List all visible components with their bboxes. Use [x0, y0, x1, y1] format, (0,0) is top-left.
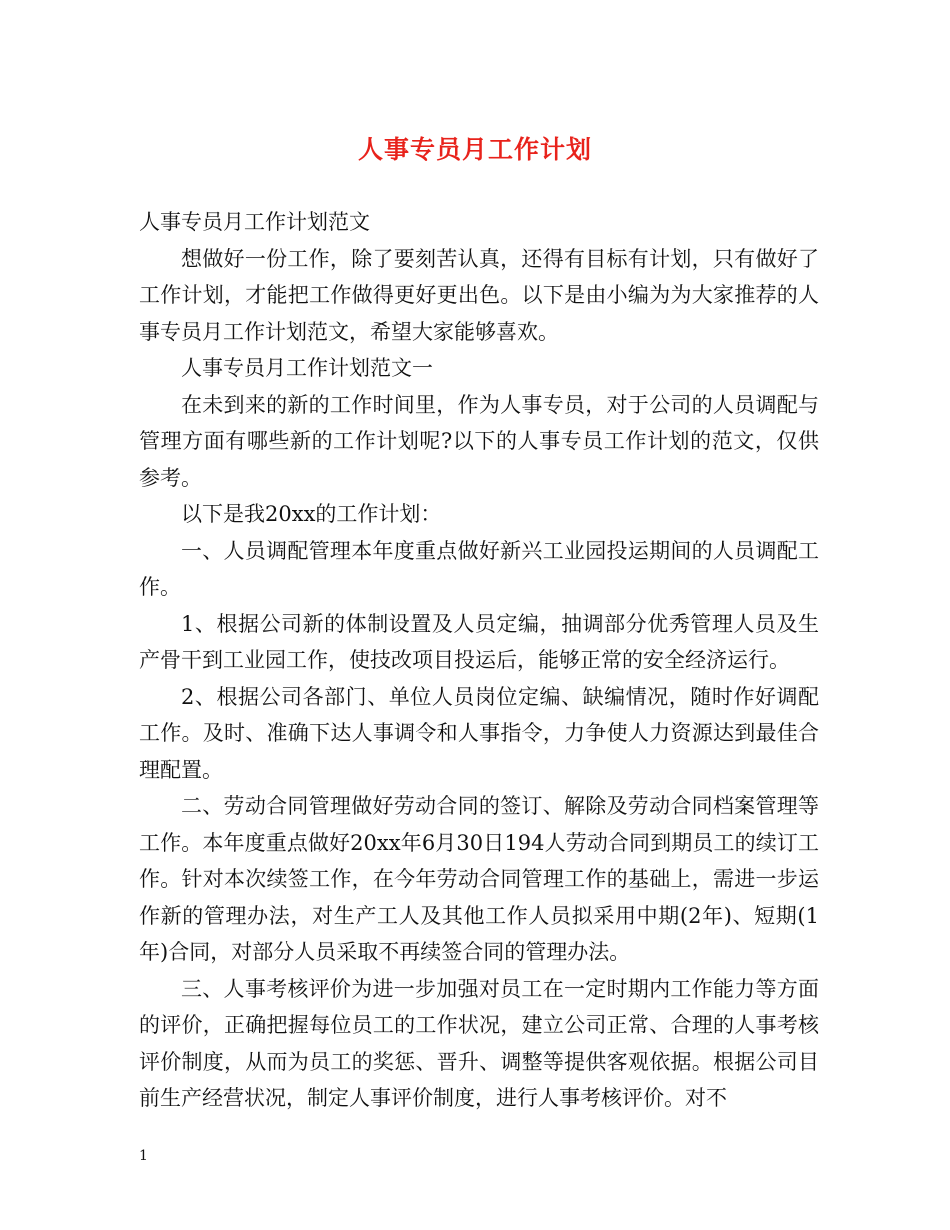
paragraph: 三、人事考核评价为进一步加强对员工在一定时期内工作能力等方面的评价，正确把握每位员工的工作状况，建立公司正常、合理的人事考核评价制度，从而为员工的奖惩、晋升、调整等提供客观依据。根据公司目前生产经营状况，制定人事评价制度，进行人事考核评价。对不 — [139, 976, 819, 1110]
page-number: 1 — [139, 1148, 148, 1164]
paragraph: 一、人员调配管理本年度重点做好新兴工业园投运期间的人员调配工作。 — [139, 538, 819, 599]
paragraph: 以下是我20xx的工作计划： — [181, 502, 442, 526]
paragraph: 二、劳动合同管理做好劳动合同的签订、解除及劳动合同档案管理等工作。本年度重点做好20xx年6月30日194人劳动合同到期员工的续订工作。针对本次续签工作，在今年劳动合同管理工作的基础上，需进一步运作新的管理办法，对生产工人及其他工作人员拟采用中期(2年)、短期(1年)合同，对部分人员采取不再续签合同的管理办法。 — [139, 794, 819, 964]
paragraph: 想做好一份工作，除了要刻苦认真，还得有目标有计划，只有做好了工作计划，才能把工作做得更好更出色。以下是由小编为为大家推荐的人事专员月工作计划范文，希望大家能够喜欢。 — [139, 246, 819, 344]
paragraph: 人事专员月工作计划范文 — [139, 210, 370, 234]
document-body — [139, 204, 819, 1117]
paragraph: 1、根据公司新的体制设置及人员定编，抽调部分优秀管理人员及生产骨干到工业园工作，使技改项目投运后，能够正常的安全经济运行。 — [139, 611, 819, 672]
document-title: 人事专员月工作计划 — [357, 135, 592, 164]
paragraph: 人事专员月工作计划范文一 — [181, 356, 433, 380]
paragraph: 在未到来的新的工作时间里，作为人事专员，对于公司的人员调配与管理方面有哪些新的工作计划呢?以下的人事专员工作计划的范文，仅供参考。 — [139, 392, 819, 490]
paragraph: 2、根据公司各部门、单位人员岗位定编、缺编情况，随时作好调配工作。及时、准确下达人事调令和人事指令，力争使人力资源达到最佳合理配置。 — [139, 684, 819, 782]
